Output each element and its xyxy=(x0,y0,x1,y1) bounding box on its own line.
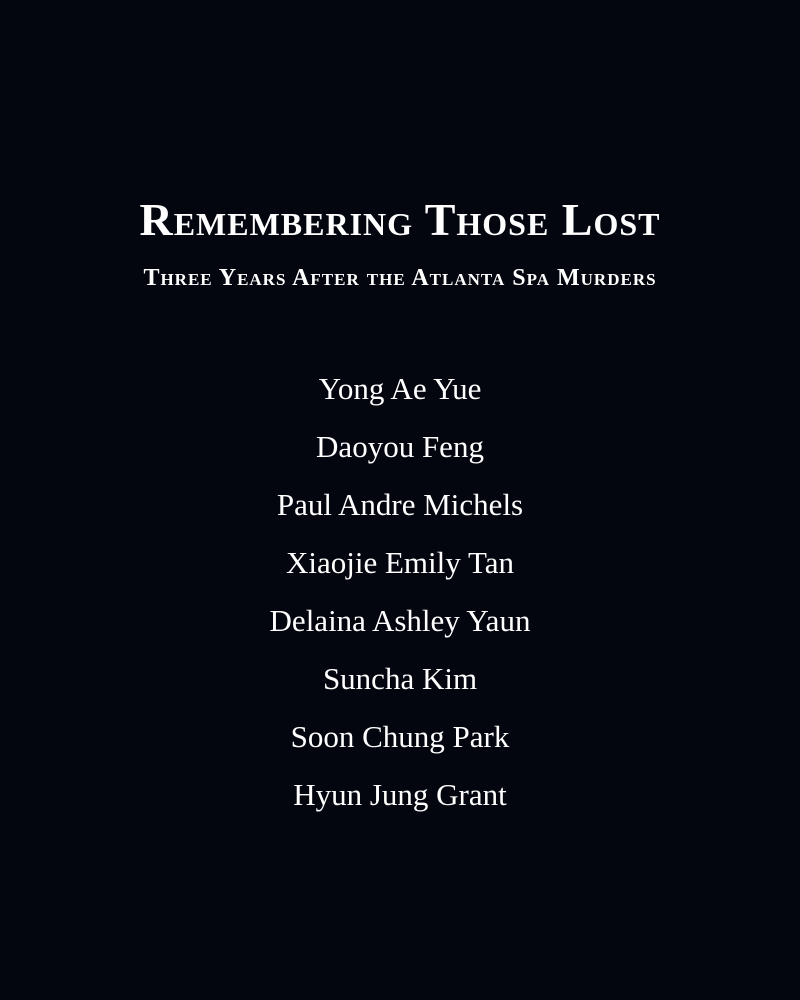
list-item: Paul Andre Michels xyxy=(276,487,524,522)
list-item: Yong Ae Yue xyxy=(318,371,482,406)
list-item: Hyun Jung Grant xyxy=(293,777,507,812)
page-title: Remembering Those Lost xyxy=(139,194,661,245)
names-list xyxy=(0,360,800,824)
page-subtitle: Three Years After the Atlanta Spa Murders xyxy=(143,265,657,291)
list-item: Delaina Ashley Yaun xyxy=(269,603,531,638)
list-item: Soon Chung Park xyxy=(290,719,510,754)
list-item: Suncha Kim xyxy=(322,661,478,696)
list-item: Xiaojie Emily Tan xyxy=(286,545,514,580)
list-item: Daoyou Feng xyxy=(316,429,484,464)
